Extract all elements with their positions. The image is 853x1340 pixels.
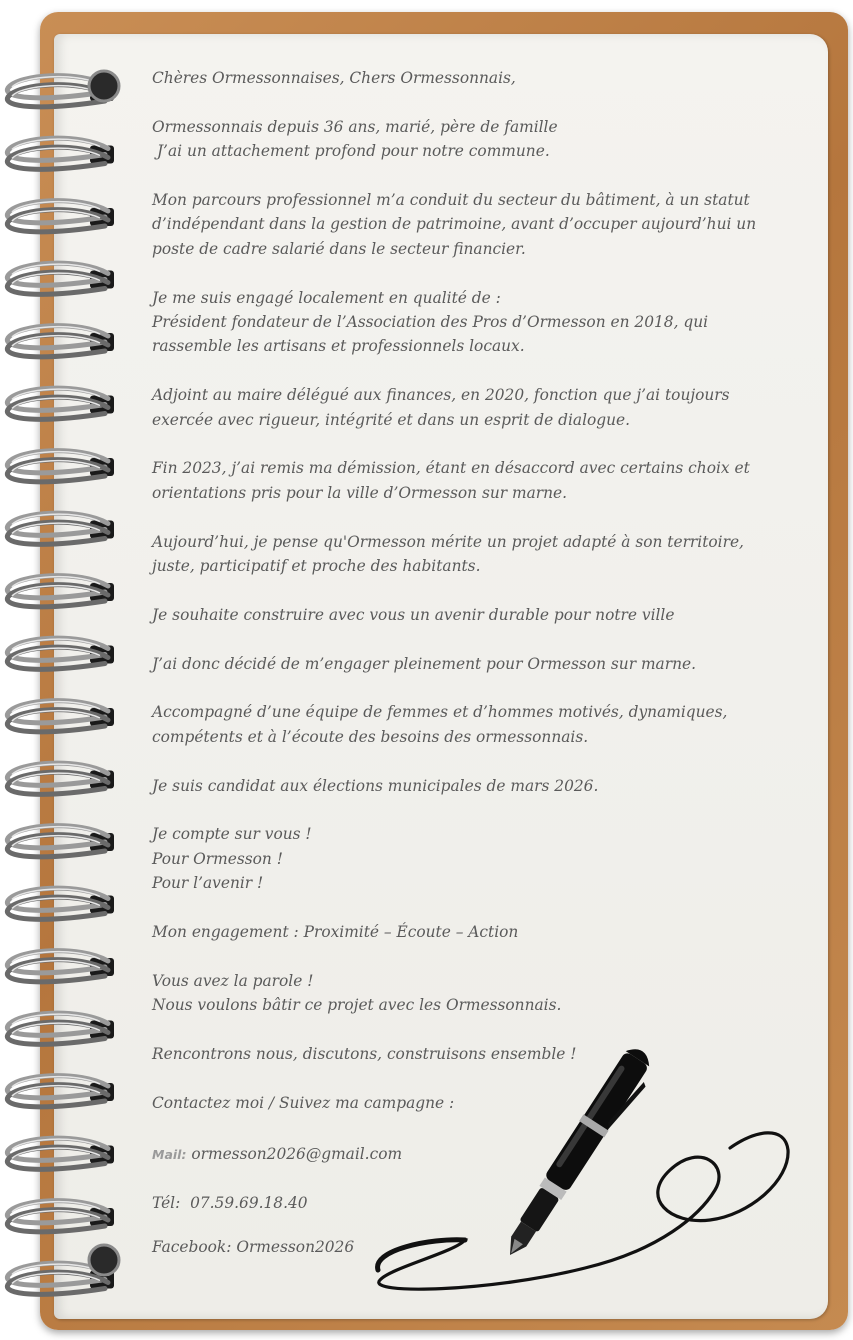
commitment-line: Mon engagement : Proximité – Écoute – Action <box>152 923 519 942</box>
spiral-ring-icon <box>7 1201 114 1232</box>
resignation-line: Fin 2023, j’ai remis ma démission, étant en désaccord avec certains choix et <box>152 459 750 478</box>
spiral-ring-icon <box>7 326 114 357</box>
engagement-line: rassemble les artisans et professionnels locaux. <box>152 337 525 356</box>
spiral-ring-icon <box>7 201 114 232</box>
rally-line: Pour Ormesson ! <box>152 849 283 868</box>
spiral-ring-icon <box>7 826 114 857</box>
today-line: Aujourd’hui, je pense qu'Ormesson mérite un projet adapté à son territoire, <box>152 532 744 551</box>
spiral-ring-icon <box>7 138 114 169</box>
engagement-line: Président fondateur de l’Association des Pros d’Ormesson en 2018, qui <box>152 313 709 332</box>
greeting: Chères Ormessonnaises, Chers Ormessonnais, <box>152 69 516 87</box>
spiral-ring-icon <box>7 1076 114 1107</box>
resignation-line: orientations pris pour la ville d’Ormesson sur marne. <box>152 483 568 502</box>
spiral-ring-icon <box>7 888 114 919</box>
rally-line: Pour l’avenir ! <box>152 874 264 893</box>
team-line: compétents et à l’écoute des besoins des ormessonnais. <box>152 727 589 746</box>
rally-line: Je compte sur vous ! <box>152 825 312 844</box>
career-line: Mon parcours professionnel m’a conduit du secteur du bâtiment, à un statut <box>152 191 750 209</box>
grommet-icon <box>89 1245 119 1275</box>
spiral-ring-icon <box>7 951 114 982</box>
voice-line: Vous avez la parole ! <box>152 971 314 990</box>
deputy-line: Adjoint au maire délégué aux finances, en 2020, fonction que j’ai toujours <box>152 386 730 405</box>
team-line: Accompagné d’une équipe de femmes et d’hommes motivés, dynamiques, <box>152 703 728 722</box>
engagement-line: Je me suis engagé localement en qualité de : <box>152 288 501 307</box>
spiral-ring-icon <box>7 701 114 732</box>
candidacy-line: Je suis candidat aux élections municipales de mars 2026. <box>152 776 599 795</box>
voice-line: Nous voulons bâtir ce projet avec les Ormessonnais. <box>152 996 562 1015</box>
spiral-ring-icon <box>7 388 114 419</box>
spiral-binding <box>0 0 130 1340</box>
spiral-ring-icon <box>7 638 114 669</box>
mail-address[interactable]: ormesson2026@gmail.com <box>191 1145 403 1164</box>
contact-phone[interactable]: Tél: 07.59.69.18.40 <box>152 1193 308 1212</box>
spiral-ring-icon <box>7 1013 114 1044</box>
fountain-pen-icon <box>370 1030 810 1300</box>
contact-intro: Contactez moi / Suivez ma campagne : <box>152 1093 455 1112</box>
spiral-ring-icon <box>7 576 114 607</box>
intro-line: J’ai un attachement profond pour notre commune. <box>152 142 550 161</box>
spiral-ring-icon <box>7 1138 114 1169</box>
today-line: juste, participatif et proche des habitants. <box>152 557 481 576</box>
career-line: poste de cadre salarié dans le secteur financier. <box>152 239 526 258</box>
meet-line: Rencontrons nous, discutons, construisons ensemble ! <box>152 1045 577 1064</box>
decision-line: J’ai donc décidé de m’engager pleinement pour Ormesson sur marne. <box>152 654 696 673</box>
spiral-ring-icon <box>7 263 114 294</box>
intro-line: Ormessonnais depuis 36 ans, marié, père de famille <box>152 117 558 136</box>
spiral-ring-icon <box>7 763 114 794</box>
grommet-icon <box>89 71 119 101</box>
mail-label: Mail: <box>152 1147 187 1163</box>
deputy-line: exercée avec rigueur, intégrité et dans un esprit de dialogue. <box>152 410 631 429</box>
wish-line: Je souhaite construire avec vous un avenir durable pour notre ville <box>152 605 675 624</box>
career-line: d’indépendant dans la gestion de patrimoine, avant d’occuper aujourd’hui un <box>152 215 757 234</box>
spiral-ring-icon <box>7 451 114 482</box>
spiral-ring-icon <box>7 513 114 544</box>
contact-facebook[interactable]: Facebook: Ormesson2026 <box>152 1238 355 1257</box>
